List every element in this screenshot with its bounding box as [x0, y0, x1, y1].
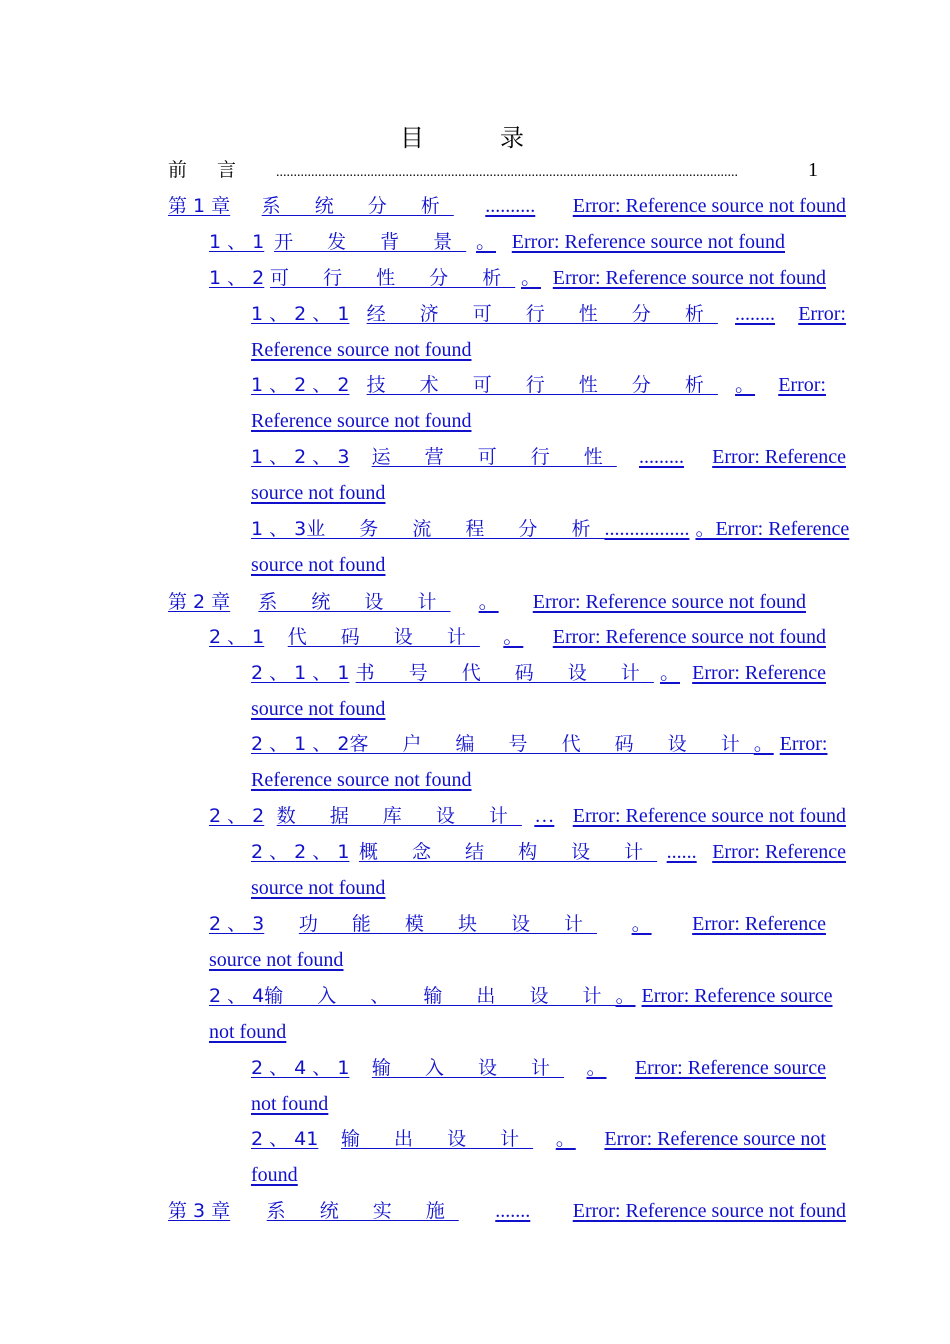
toc-entry-s2-4-2-continuation[interactable]: [251, 1157, 298, 1193]
toc-entry-leader: 。: [753, 733, 774, 755]
toc-entry-leader: 。: [521, 267, 541, 289]
toc-entry-s1-2-3[interactable]: [251, 439, 846, 475]
toc-entry-s2-4-1[interactable]: [251, 1050, 826, 1086]
toc-entry-s1-2-2-continuation[interactable]: [251, 403, 471, 439]
toc-entry-reference-continuation: Reference source not found: [251, 410, 472, 432]
toc-entry-leader: ........: [735, 303, 776, 325]
toc-entry-leader: 。: [631, 913, 652, 935]
preface-dots: ....................................................................................................................................: [276, 165, 739, 180]
toc-entry-title: 系 统 实 施: [266, 1200, 459, 1222]
toc-entry-reference-continuation: source not found: [251, 877, 386, 899]
toc-entry-s1-1[interactable]: [209, 224, 785, 260]
toc-entry-preface[interactable]: [168, 152, 818, 191]
toc-entry-s1-2-3-continuation[interactable]: [251, 475, 385, 511]
toc-entry-leader: ......: [666, 841, 697, 863]
toc-entry-number: 1 、 2 、 1: [251, 303, 350, 325]
toc-entry-number: 2 、 2 、 1: [251, 841, 350, 863]
toc-entry-leader: 。: [586, 1057, 607, 1079]
toc-entry-s2-4-1-continuation[interactable]: [251, 1086, 328, 1122]
toc-entry-s1-2-1[interactable]: [251, 296, 846, 332]
toc-entry-number: 1 、 2: [209, 267, 265, 289]
toc-entry-s2-1[interactable]: [209, 619, 826, 655]
toc-entry-reference-continuation: not found: [209, 1021, 287, 1043]
toc-entry-number: 第 3 章: [168, 1200, 231, 1222]
toc-entry-reference: Error:: [779, 733, 828, 755]
toc-entry-leader: 。: [503, 626, 524, 648]
toc-entry-number: 2 、 4: [209, 985, 265, 1007]
toc-entry-leader: 。: [615, 985, 636, 1007]
toc-entry-number: 第 2 章: [168, 591, 231, 613]
toc-entry-leader: .........: [638, 446, 684, 468]
toc-entry-number: 2 、 1: [209, 626, 265, 648]
toc-entry-leader: …: [534, 805, 555, 827]
toc-entry-reference: Error: Reference source not found: [572, 1200, 846, 1222]
toc-entry-number: 2 、 1 、 1: [251, 662, 350, 684]
toc-entry-reference: Error: Reference: [712, 841, 846, 863]
toc-entry-s2-1-2-continuation[interactable]: [251, 762, 471, 798]
toc-entry-title: 客 户 编 号 代 码 设 计: [349, 733, 754, 755]
toc-entry-reference: Error: Reference source not found: [552, 626, 826, 648]
toc-entry-reference-continuation: source not found: [251, 482, 386, 504]
preface-label: 前言: [168, 159, 267, 181]
toc-entry-leader: .......: [495, 1200, 531, 1222]
toc-entry-s1-3-continuation[interactable]: [251, 547, 385, 583]
toc-entry-title: 功 能 模 块 设 计: [298, 913, 598, 935]
toc-entry-s1-3[interactable]: [251, 511, 850, 547]
toc-entry-title: 运 营 可 行 性: [371, 446, 617, 468]
toc-entry-title: 书 号 代 码 设 计: [355, 662, 654, 684]
toc-entry-number: 2 、 2: [209, 805, 265, 827]
toc-entry-s2-4-2[interactable]: [251, 1121, 826, 1157]
toc-entry-s2-2-1-continuation[interactable]: [251, 870, 385, 906]
toc-entry-leader: ..........: [485, 195, 536, 217]
toc-entry-leader: 。: [735, 374, 756, 396]
toc-entry-leader: 。: [555, 1128, 576, 1150]
toc-entry-s1-2-2[interactable]: [251, 367, 826, 403]
toc-entry-reference: Error: Reference source not found: [572, 805, 846, 827]
toc-entry-reference: Error: Reference source not found: [552, 267, 826, 289]
toc-entry-reference: Error: Reference source not: [604, 1128, 826, 1150]
toc-entry-reference: Error: Reference source not found: [511, 231, 785, 253]
toc-entry-s2-4-continuation[interactable]: [209, 1014, 286, 1050]
toc-entry-s2-3-continuation[interactable]: [209, 942, 343, 978]
toc-entry-reference: Error:: [778, 374, 826, 396]
toc-entry-reference: Error: Reference: [692, 913, 826, 935]
toc-entry-s2-1-2[interactable]: [251, 726, 826, 762]
toc-entry-s2-1-1-continuation[interactable]: [251, 691, 385, 727]
toc-entry-reference: Error: Reference source: [641, 985, 833, 1007]
toc-title: 目 录: [400, 124, 550, 152]
toc-entry-title: 输 入 、 输 出 设 计: [264, 985, 616, 1007]
toc-entry-number: 2 、 41: [251, 1128, 319, 1150]
toc-entry-reference: Error: Reference: [712, 446, 846, 468]
toc-entry-ch1[interactable]: [168, 188, 846, 224]
toc-entry-title: 开 发 背 景: [274, 231, 467, 253]
toc-entry-number: 1 、 1: [209, 231, 265, 253]
toc-entry-title: 业 务 流 程 分 析: [306, 518, 605, 540]
toc-entry-s2-2-1[interactable]: [251, 834, 846, 870]
toc-entry-s1-2-1-continuation[interactable]: [251, 332, 471, 368]
toc-entry-number: 1 、 3: [251, 518, 307, 540]
toc-entry-title: 代 码 设 计: [287, 626, 480, 648]
toc-entry-s2-3[interactable]: [209, 906, 826, 942]
toc-entry-number: 2 、 3: [209, 913, 265, 935]
toc-entry-s2-2[interactable]: [209, 798, 846, 834]
toc-entry-number: 2 、 1 、 2: [251, 733, 350, 755]
toc-entry-number: 1 、 2 、 2: [251, 374, 350, 396]
toc-entry-number: 2 、 4 、 1: [251, 1057, 350, 1079]
toc-entry-reference: Error: Reference source not found: [532, 591, 806, 613]
toc-entry-s2-1-1[interactable]: [251, 655, 826, 691]
toc-entry-reference: Error:: [798, 303, 846, 325]
toc-entry-reference-continuation: Reference source not found: [251, 339, 472, 361]
toc-entry-title: 技 术 可 行 性 分 析: [366, 374, 718, 396]
toc-entry-title: 经 济 可 行 性 分 析: [366, 303, 718, 325]
toc-entry-title: 可 行 性 分 析: [270, 267, 516, 289]
toc-entry-number: 第 1 章: [168, 195, 231, 217]
toc-entry-reference-continuation: source not found: [209, 949, 344, 971]
toc-entry-title: 数 据 库 设 计: [276, 805, 522, 827]
toc-entry-title: 概 念 结 构 设 计: [358, 841, 658, 863]
toc-entry-leader: .................: [604, 518, 690, 540]
toc-entry-leader: 。: [659, 662, 680, 684]
toc-entry-s2-4[interactable]: [209, 978, 833, 1014]
toc-entry-ch3[interactable]: [168, 1193, 846, 1229]
toc-entry-reference-continuation: source not found: [251, 698, 386, 720]
toc-entry-title: 系 统 分 析: [261, 195, 454, 217]
toc-entry-reference-continuation: not found: [251, 1093, 329, 1115]
toc-entry-reference-continuation: source not found: [251, 554, 386, 576]
toc-entry-ch2[interactable]: [168, 584, 806, 620]
toc-entry-reference-continuation: Reference source not found: [251, 769, 472, 791]
preface-page-number: 1: [808, 159, 818, 181]
toc-entry-leader: 。: [478, 591, 499, 613]
toc-entry-reference: 。Error: Reference: [695, 518, 850, 540]
toc-entry-reference: Error: Reference source not found: [572, 195, 846, 217]
toc-entry-reference: Error: Reference: [692, 662, 826, 684]
toc-entry-title: 输 入 设 计: [371, 1057, 565, 1079]
toc-entry-reference: Error: Reference source: [634, 1057, 826, 1079]
toc-entry-s1-2[interactable]: [209, 260, 826, 296]
toc-entry-title: 输 出 设 计: [341, 1128, 534, 1150]
toc-entry-number: 1 、 2 、 3: [251, 446, 350, 468]
toc-entry-leader: 。: [475, 231, 496, 253]
toc-entry-title: 系 统 设 计: [258, 591, 451, 613]
toc-entry-reference-continuation: found: [251, 1164, 298, 1186]
